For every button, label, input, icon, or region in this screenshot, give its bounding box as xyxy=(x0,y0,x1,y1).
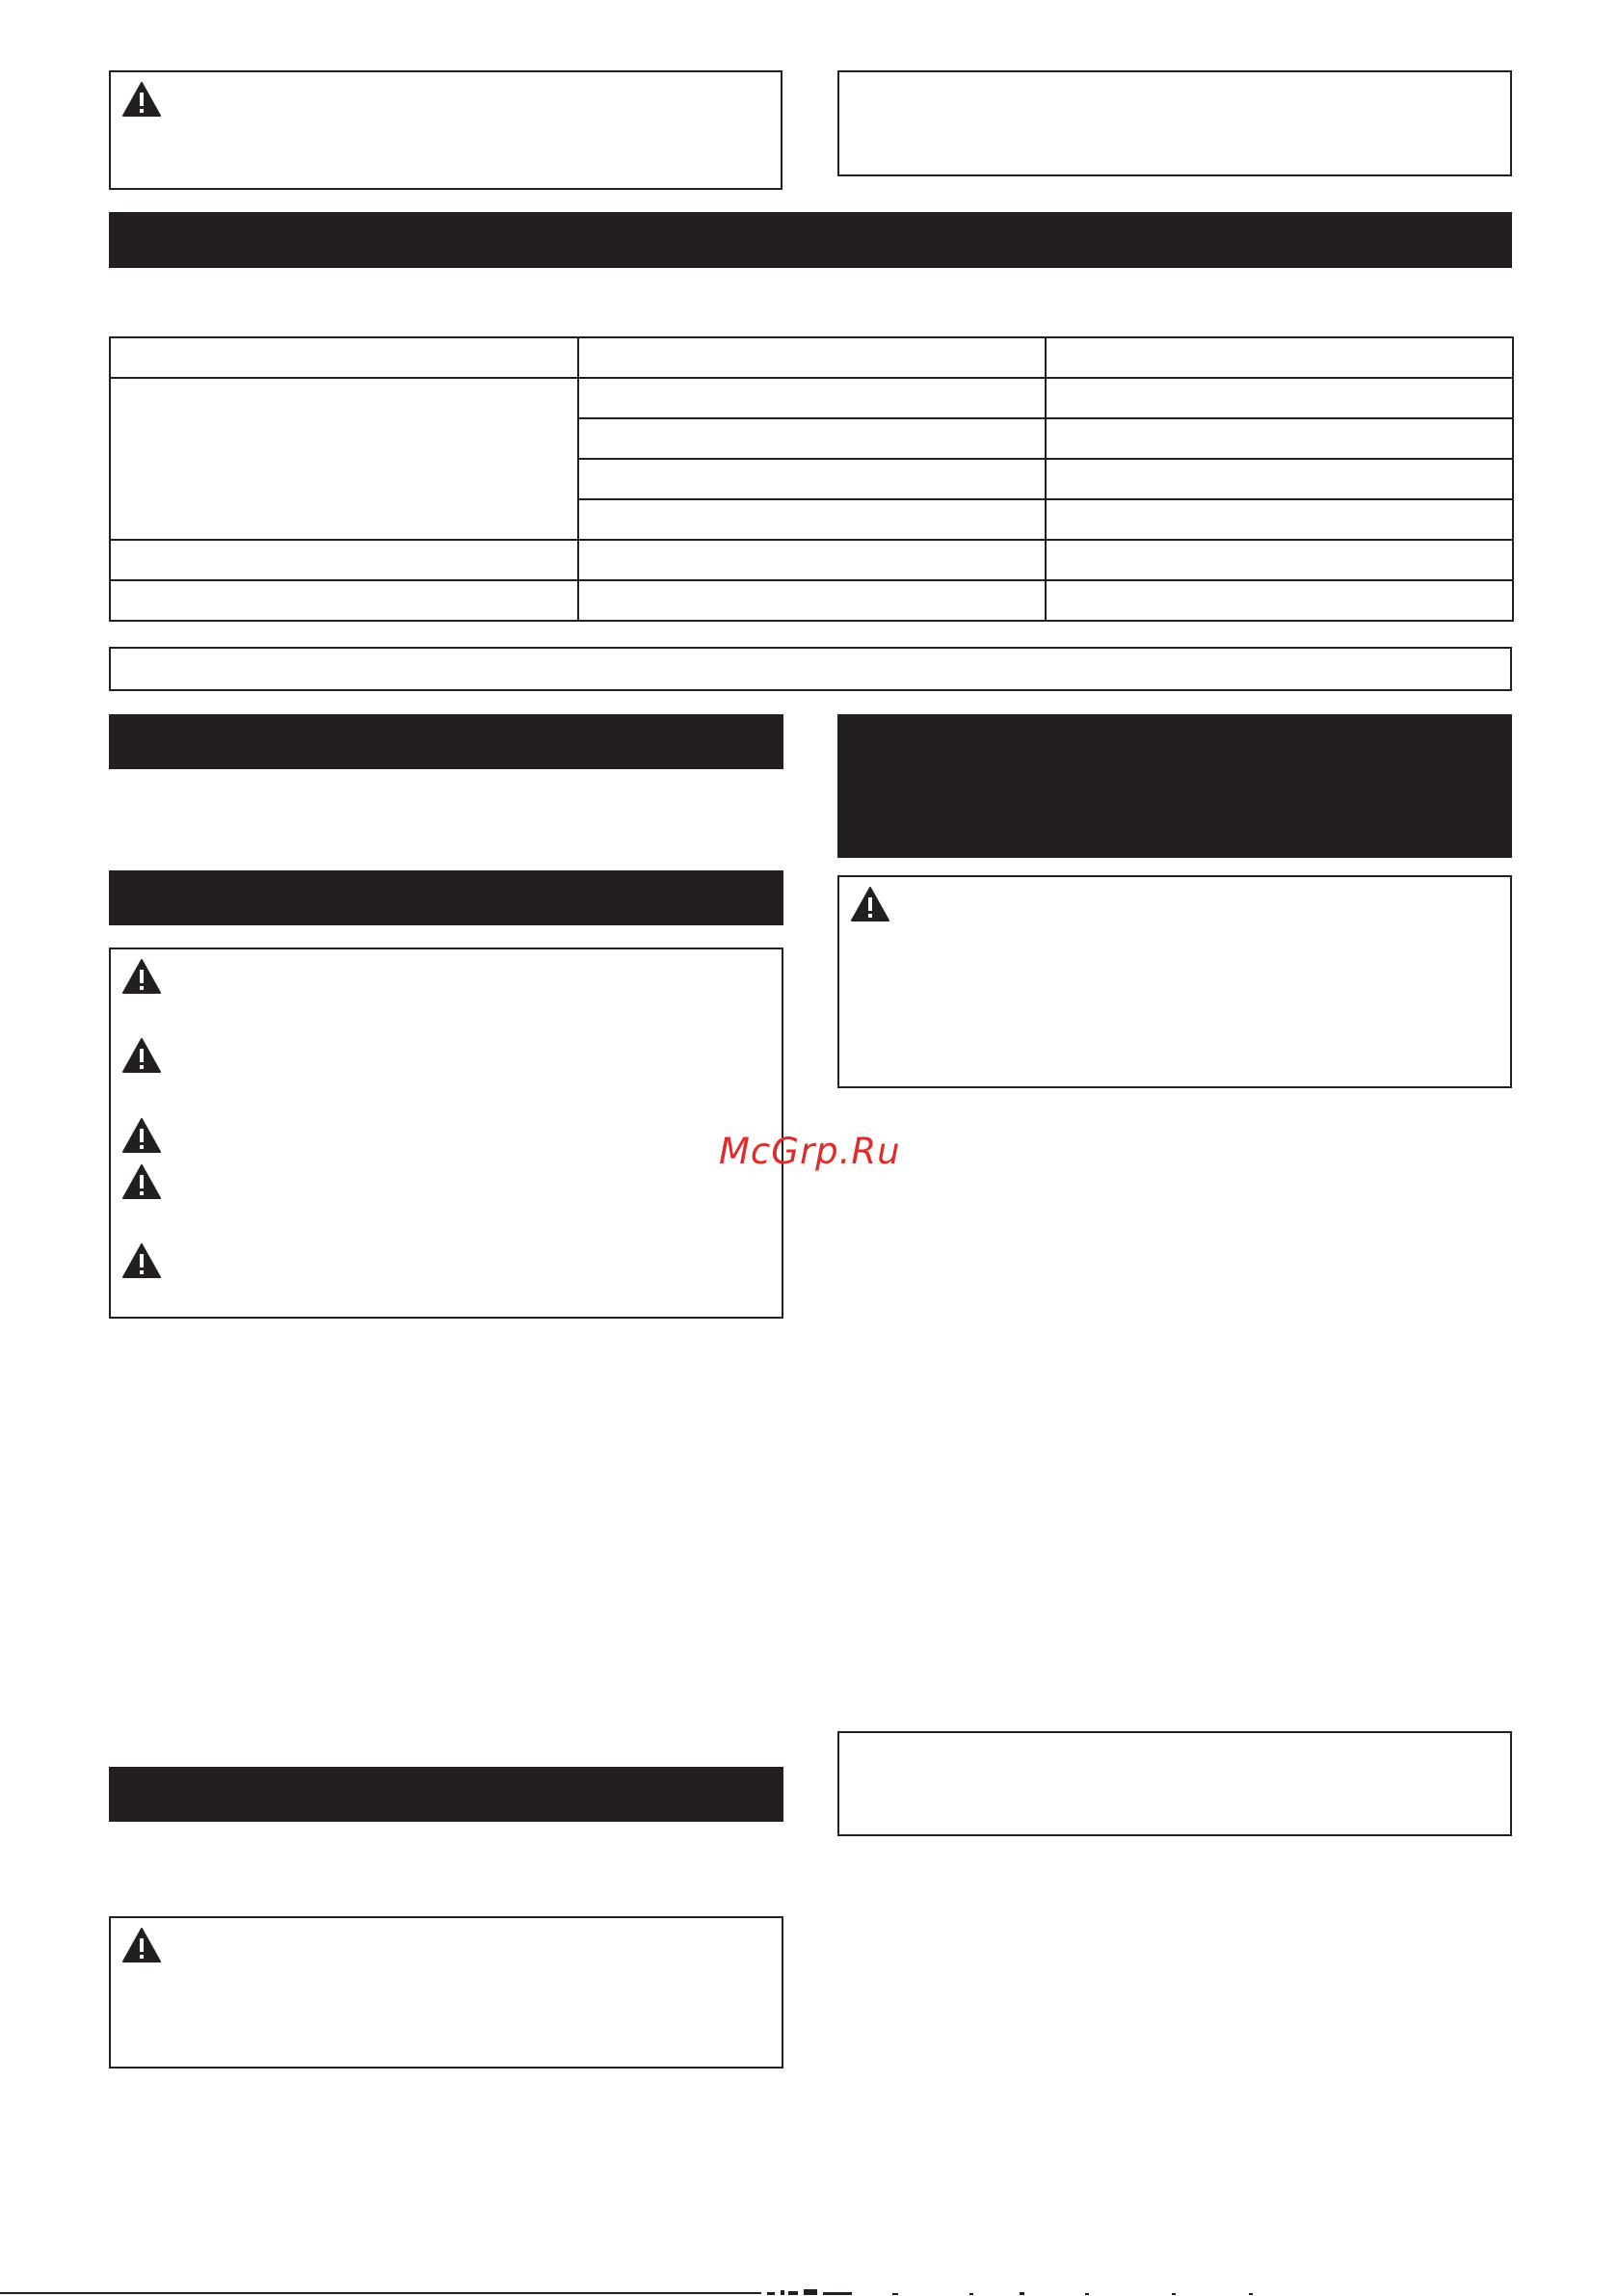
note-box-under-table xyxy=(109,647,1512,691)
warning-triangle-icon xyxy=(122,1038,161,1074)
table-row xyxy=(110,337,1513,378)
table-cell xyxy=(578,499,1046,540)
table-row xyxy=(110,580,1513,621)
section-heading-bar-specifications xyxy=(109,212,1512,268)
table-cell xyxy=(578,459,1046,499)
table-cell xyxy=(1046,580,1513,621)
table-cell xyxy=(110,540,578,580)
table-row xyxy=(110,378,1513,418)
table-cell xyxy=(1046,418,1513,459)
table-cell xyxy=(578,580,1046,621)
table-cell xyxy=(578,378,1046,418)
note-box-top-right xyxy=(837,70,1512,176)
footer-scan-artifacts xyxy=(767,2286,1268,2296)
section-heading-bar-left-3 xyxy=(109,1767,783,1822)
table-cell xyxy=(110,337,578,378)
section-heading-bar-left-2 xyxy=(109,870,783,925)
caution-box-top-left xyxy=(109,70,782,190)
table-cell xyxy=(578,418,1046,459)
watermark: McGrp.Ru xyxy=(719,1131,901,1172)
section-heading-bar-left-1 xyxy=(109,714,783,769)
warning-triangle-icon xyxy=(122,1243,161,1279)
table-cell xyxy=(110,580,578,621)
warning-triangle-icon xyxy=(122,1164,161,1200)
table-cell xyxy=(1046,540,1513,580)
warning-list-box xyxy=(109,948,783,1319)
table-cell xyxy=(578,337,1046,378)
warning-triangle-icon xyxy=(122,1928,161,1963)
table-cell xyxy=(1046,337,1513,378)
section-heading-bar-right-1 xyxy=(837,714,1512,858)
warning-triangle-icon xyxy=(851,887,889,922)
table-cell xyxy=(1046,378,1513,418)
warning-box-right xyxy=(837,875,1512,1088)
warning-box-left-lower xyxy=(109,1916,783,2069)
warning-triangle-icon xyxy=(122,82,161,118)
warning-triangle-icon xyxy=(122,1118,161,1154)
specification-table xyxy=(109,336,1514,622)
warning-triangle-icon xyxy=(122,959,161,995)
table-row xyxy=(110,540,1513,580)
footer-rule xyxy=(0,2292,761,2294)
table-cell xyxy=(1046,459,1513,499)
table-cell xyxy=(578,540,1046,580)
table-cell xyxy=(110,378,578,540)
note-box-right-lower xyxy=(837,1731,1512,1836)
table-cell xyxy=(1046,499,1513,540)
